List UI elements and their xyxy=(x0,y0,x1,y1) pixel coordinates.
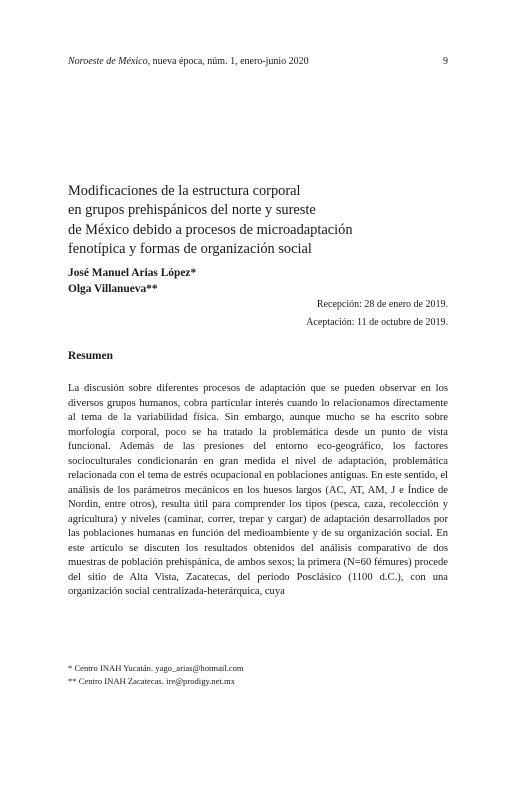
journal-name: Noroeste de México xyxy=(68,56,148,67)
page-number: 9 xyxy=(443,56,448,67)
title-line: de México debido a procesos de microadaptación xyxy=(68,221,353,238)
accepted-date: Aceptación: 11 de octubre de 2019. xyxy=(306,317,448,328)
running-head xyxy=(68,56,448,67)
author-name: José Manuel Arias López* xyxy=(68,267,197,279)
section-heading: Resumen xyxy=(68,350,113,362)
footnotes xyxy=(68,662,244,688)
received-date: Recepción: 28 de enero de 2019. xyxy=(316,299,448,310)
title-line: en grupos prehispánicos del norte y sureste xyxy=(68,202,316,219)
footnote: ** Centro INAH Zacatecas. ire@prodigy.net.mx xyxy=(68,676,236,686)
title-line: Modificaciones de la estructura corporal xyxy=(68,183,301,199)
submission-dates xyxy=(306,296,448,332)
abstract-text: La discusión sobre diferentes procesos de adaptación que se pueden observar en los diversos grupos humanos, cobra particular interés cuando lo relacionamos directamente al tema de la variabilidad física. Sin embargo, aunque mucho se ha escrito sobre morfología corporal, poco se ha tratado la problemática desde un punto de vista funcional. Además de las presiones del entorno eco-geográfico, los factores socioculturales condicionarán en gran medida el nivel de adaptación, problemática relacionada con el tema de estrés ocupacional en poblaciones antiguas. En este sentido, el análisis de los parámetros mecánicos en los huesos largos (AC, AT, AM, J e Índice de Nordin, entre otros), resulta útil para comprender los tipos (pesca, caza, recolección y agricultura) y niveles (caminar, correr, trepar y cargar) de adaptación desarrollados por las poblaciones humanas en función del medioambiente y de su organización social. En este artículo se discuten los resultados obtenidos del análisis comparativo de dos muestras de población prehispánica, de ambos sexos; la primera (N=60 fémures) procede del sitio de Alta Vista, Zacatecas, del periodo Posclásico (1100 d.C.), con una organización social centralizada-heterárquica, cuya xyxy=(68,383,448,597)
footnote: * Centro INAH Yucatán. yago_arias@hotmail.com xyxy=(68,663,244,673)
title-line: fenotípica y formas de organización social xyxy=(68,241,312,258)
article-title xyxy=(68,182,458,260)
author-name: Olga Villanueva** xyxy=(68,283,158,295)
journal-citation xyxy=(68,56,309,67)
journal-issue: , nueva época, núm. 1, enero-junio 2020 xyxy=(147,56,309,67)
author-list xyxy=(68,265,196,297)
